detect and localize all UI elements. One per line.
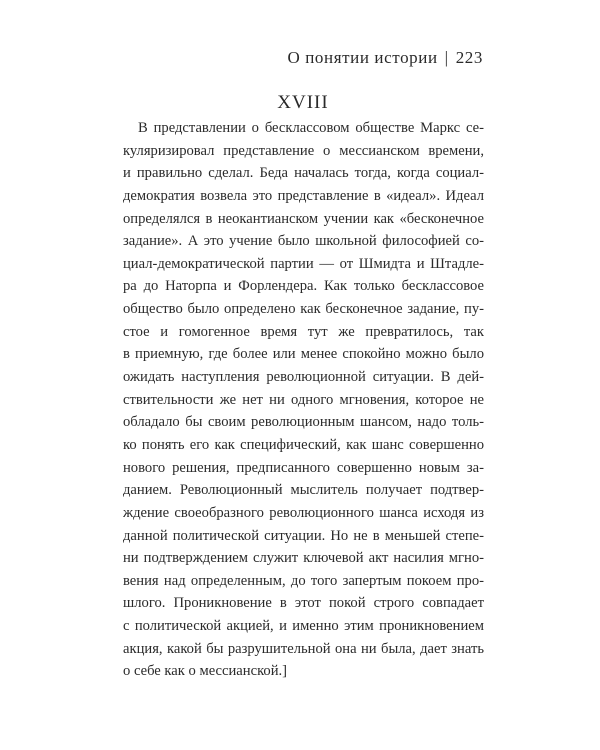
text-line: В представлении о бесклассовом обществе Маркс се- — [138, 120, 484, 136]
header-separator: | — [444, 48, 449, 67]
text-line: акция, какой бы разрушительной она ни была, дает знать — [123, 640, 484, 657]
text-line: ствительности же нет ни одного мгновения, которое не — [123, 391, 484, 408]
text-line: циал-демократической партии — от Шмидта и Штадле- — [123, 255, 484, 272]
text-line: данием. Революционный мыслитель получает подтвер- — [123, 482, 484, 499]
text-line: вения над определенным, до того запертым покоем про- — [123, 572, 484, 589]
running-header — [288, 48, 484, 68]
running-title: О понятии истории — [287, 48, 438, 67]
text-line: задание». А это учение было школьной философией со- — [123, 233, 484, 250]
text-line: нового решения, предписанного совершенно новым за- — [123, 459, 484, 476]
text-line: ни подтверждением служит ключевой акт насилия мгно- — [123, 550, 484, 567]
body-paragraph — [123, 117, 484, 683]
page-number: 223 — [455, 48, 483, 67]
text-line: куляризировал представление о мессианском времени, — [123, 142, 484, 159]
text-line: ожидать наступления революционной ситуации. В дей- — [123, 369, 484, 386]
text-line: ра до Наторпа и Форлендера. Как только бесклассовое — [123, 278, 484, 295]
text-line: общество было определено как бесконечное задание, пу- — [123, 301, 484, 318]
text-line: в приемную, где более или менее спокойно можно было — [123, 346, 484, 363]
text-line: стое и гомогенное время тут же превратилось, так — [123, 323, 484, 340]
text-line: и правильно сделал. Беда началась тогда, когда социал- — [123, 165, 484, 182]
text-line: ко понять его как специфический, как шанс совершенно — [123, 436, 484, 453]
text-line: демократия возвела это представление в «идеал». Идеал — [123, 187, 484, 204]
text-line: обладало бы своим революционным шансом, надо толь- — [123, 414, 484, 431]
text-line: шлого. Проникновение в этот покой строго совпадает — [123, 595, 484, 612]
text-line: определялся в неокантианском учении как «бесконечное — [123, 210, 484, 227]
text-line: ждение своеобразного революционного шанса исходя из — [123, 504, 484, 521]
section-title: XVIII — [277, 92, 329, 113]
text-line: о себе как о мессианской.] — [123, 663, 288, 680]
text-line: данной политической ситуации. Но не в меньшей степе- — [123, 527, 484, 544]
text-line: с политической акцией, и именно этим проникновением — [123, 618, 484, 635]
